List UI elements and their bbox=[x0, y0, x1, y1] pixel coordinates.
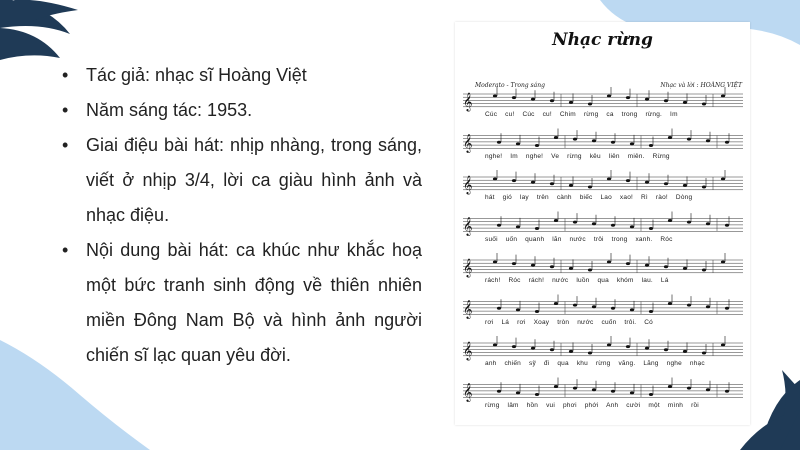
svg-text:𝄞: 𝄞 bbox=[463, 175, 473, 194]
svg-text:𝄞: 𝄞 bbox=[463, 299, 473, 319]
lyric-line: rách! Róc rách! nước luồn qua khóm lau. Lá bbox=[485, 277, 669, 284]
lyric-line: rừng lâm hồn vui phơi phới Anh cười một mình rồi bbox=[485, 401, 699, 409]
lyric-line: hát gió lay trên cành biếc Lao xao! Rì rào! Dòng bbox=[485, 194, 693, 201]
staff-system bbox=[463, 129, 743, 154]
staff-system bbox=[463, 212, 743, 237]
lyric-line: nghe! Im nghe! Ve rừng kêu liên miên. Rừng bbox=[485, 152, 670, 160]
lyric-line: rơi Lá rơi Xoay tròn nước cuốn trôi. Có bbox=[485, 318, 653, 326]
bullet-author: • Tác giả: nhạc sĩ Hoàng Việt bbox=[62, 58, 422, 93]
staff-system bbox=[463, 336, 743, 361]
svg-text:𝄞: 𝄞 bbox=[463, 258, 473, 277]
svg-text:𝄞: 𝄞 bbox=[463, 92, 473, 111]
svg-text:𝄞: 𝄞 bbox=[463, 382, 473, 402]
composer-credit: Nhạc và lời : HOÀNG VIỆT bbox=[660, 82, 742, 89]
staff-system bbox=[463, 378, 743, 403]
staff-system bbox=[463, 295, 743, 320]
bullet-year: • Năm sáng tác: 1953. bbox=[62, 93, 422, 128]
tempo-marking: Moderato - Trong sáng bbox=[475, 82, 545, 89]
svg-text:𝄞: 𝄞 bbox=[463, 133, 473, 153]
sheet-music-image bbox=[455, 22, 750, 425]
bullet-melody: • Giai điệu bài hát: nhịp nhàng, trong sáng, viết ở nhịp 3/4, lời ca giàu hình ảnh và nhạc điệu. bbox=[62, 128, 422, 233]
lyric-line: anh chiến sỹ đi qua khu rừng vắng. Lắng nghe nhạc bbox=[485, 360, 705, 367]
staff-system bbox=[463, 253, 743, 278]
song-title: Nhạc rừng bbox=[552, 30, 653, 50]
bullet-content: • Nội dung bài hát: ca khúc như khắc hoạ một bức tranh sinh động về thiên nhiên miền Đông Nam Bộ và hình ảnh người chiến sĩ lạc quan yêu đời. bbox=[62, 233, 422, 373]
bullet-list bbox=[62, 58, 422, 373]
lyric-line: suối uốn quanh lăn nước trôi trong xanh. Róc bbox=[485, 235, 673, 243]
svg-text:𝄞: 𝄞 bbox=[463, 216, 473, 236]
svg-text:𝄞: 𝄞 bbox=[463, 341, 473, 360]
lyric-line: Cúc cu! Cúc cu! Chim rừng ca trong rừng. Im bbox=[485, 111, 678, 118]
staff-system bbox=[463, 87, 743, 112]
staff-system bbox=[463, 170, 743, 195]
